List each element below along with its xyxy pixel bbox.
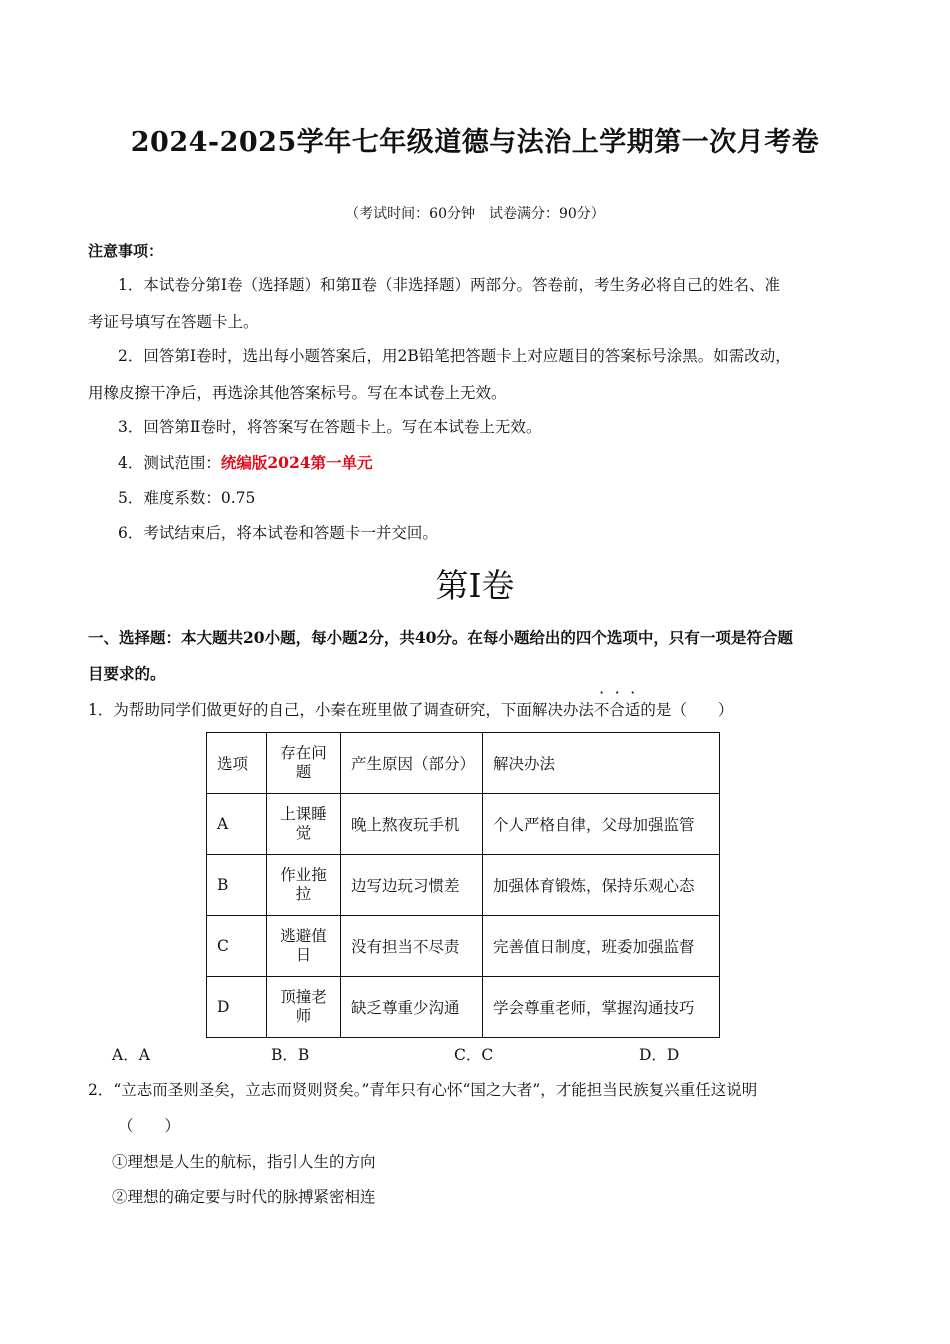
emphasis-char: 不 <box>593 701 610 719</box>
table-row <box>207 794 720 855</box>
table-header-cell: 存在问题 <box>267 733 341 794</box>
table-cell: 个人严格自律，父母加强监管 <box>483 794 720 855</box>
question-1-paren: 的是（ ） <box>640 701 734 719</box>
table-header-cell: 解决办法 <box>483 733 720 794</box>
notice-heading: 注意事项： <box>88 242 164 260</box>
notice-item-6: 6．考试结束后，将本试卷和答题卡一并交回。 <box>118 524 438 542</box>
table-cell: 逃避值日 <box>267 916 341 977</box>
answer-option-c[interactable]: C．C <box>454 1046 494 1064</box>
table-cell: 没有担当不尽责 <box>341 916 483 977</box>
test-scope: 统编版2024第一单元 <box>220 453 373 472</box>
answer-option-d[interactable]: D．D <box>639 1046 680 1064</box>
question-2-paren: （ ） <box>118 1117 181 1135</box>
table-row <box>207 916 720 977</box>
table-cell: 学会尊重老师，掌握沟通技巧 <box>483 977 720 1038</box>
table-cell: 顶撞老师 <box>267 977 341 1038</box>
notice-item-4 <box>118 451 373 473</box>
notice-item-1: 1．本试卷分第Ⅰ卷（选择题）和第Ⅱ卷（非选择题）两部分。答卷前，考生务必将自己的姓名、准 <box>118 276 781 294</box>
volume-heading: 第Ⅰ卷 <box>435 566 515 605</box>
answer-option-b[interactable]: B．B <box>271 1046 310 1064</box>
table-header-cell: 选项 <box>207 733 267 794</box>
table-cell: 晚上熬夜玩手机 <box>341 794 483 855</box>
table-cell: B <box>207 855 267 916</box>
answer-option-a[interactable]: A．A <box>112 1046 150 1064</box>
table-cell: 上课睡觉 <box>267 794 341 855</box>
table-header-cell: 产生原因（部分） <box>341 733 483 794</box>
table-row <box>207 855 720 916</box>
table-cell: D <box>207 977 267 1038</box>
question-1-table <box>206 732 720 1038</box>
section-heading: 一、选择题：本大题共20小题，每小题2分，共40分。在每小题给出的四个选项中，只有一项是符合题 <box>88 628 793 647</box>
notice-item-1-cont: 考证号填写在答题卡上。 <box>88 313 259 331</box>
notice-item-2: 2．回答第Ⅰ卷时，选出每小题答案后，用2B铅笔把答题卡上对应题目的答案标号涂黑。如需改动， <box>118 347 791 365</box>
notice-item-3: 3．回答第Ⅱ卷时，将答案写在答题卡上。写在本试卷上无效。 <box>118 418 542 436</box>
emphasis-char: 合 <box>609 701 625 719</box>
table-cell: 完善值日制度，班委加强监督 <box>483 916 720 977</box>
notice-item-4-label: 4．测试范围： <box>118 454 221 472</box>
table-cell: C <box>207 916 267 977</box>
exam-info: （考试时间：60分钟 试卷满分：90分） <box>345 206 605 222</box>
table-header-row <box>207 733 720 794</box>
notice-item-5: 5．难度系数：0.75 <box>118 489 256 507</box>
emphasis-char: 适 <box>624 701 641 719</box>
statement-2: ②理想的确定要与时代的脉搏紧密相连 <box>112 1188 376 1206</box>
table-cell: 边写边玩习惯差 <box>341 855 483 916</box>
notice-item-2-cont: 用橡皮擦干净后，再选涂其他答案标号。写在本试卷上无效。 <box>88 384 507 402</box>
question-1-stem <box>88 698 733 720</box>
table-cell: 加强体育锻炼，保持乐观心态 <box>483 855 720 916</box>
question-2-stem: 2．“立志而圣则圣矣，立志而贤则贤矣。”青年只有心怀“国之大者”，才能担当民族复兴重任这说明 <box>88 1081 758 1099</box>
exam-title: 2024-2025学年七年级道德与法治上学期第一次月考卷 <box>130 127 820 158</box>
table-cell: A <box>207 794 267 855</box>
question-1-text: 1．为帮助同学们做更好的自己，小秦在班里做了调查研究，下面解决办法 <box>88 701 594 719</box>
statement-1: ①理想是人生的航标，指引人生的方向 <box>112 1153 376 1171</box>
section-heading-cont: 目要求的。 <box>88 664 166 683</box>
table-cell: 作业拖拉 <box>267 855 341 916</box>
table-row <box>207 977 720 1038</box>
table-cell: 缺乏尊重少沟通 <box>341 977 483 1038</box>
